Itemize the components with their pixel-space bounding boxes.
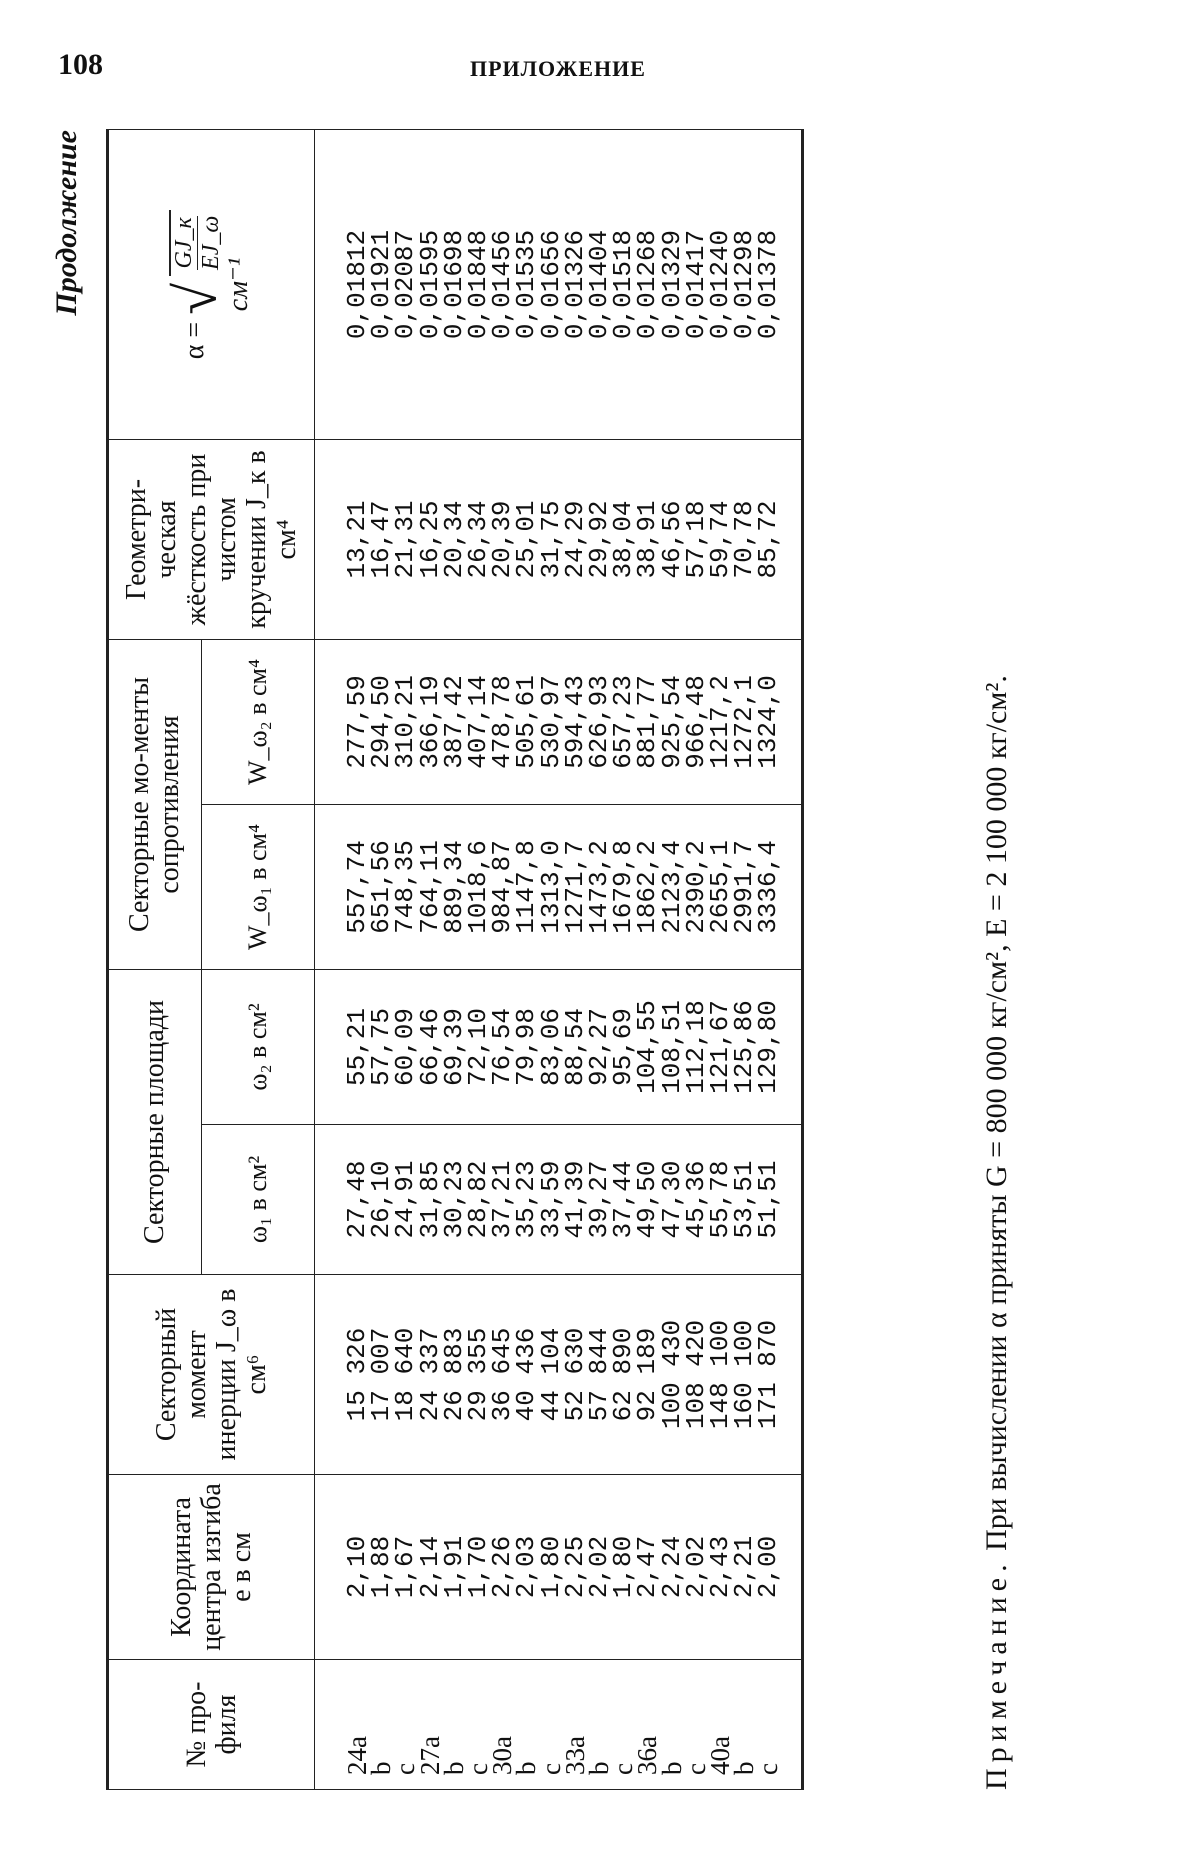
cell-w1: 51,51 [753,1160,784,1239]
cell-W2: 1324,0 [753,675,784,769]
cell-w1: 39,27 [584,1160,615,1239]
cell-W2: 387,42 [438,675,469,769]
cell-a: 0,01326 [559,229,590,340]
cell-J: 92 189 [632,1327,663,1422]
cell-W2: 1272,1 [729,675,760,769]
cell-profile: 40a [705,1736,736,1775]
cell-e: 2,03 [511,1535,542,1599]
header-areas: Секторные площади [108,969,202,1274]
cell-Jk: 21,31 [390,500,421,579]
cell-w2: 95,69 [608,1007,639,1086]
cell-w2: 66,46 [414,1007,445,1086]
cell-J: 26 883 [438,1327,469,1422]
cell-w1: 27,48 [342,1160,372,1239]
continued-label: Продолжение [50,130,83,316]
cell-Jk: 20,34 [438,500,469,579]
cell-W1: 889,34 [438,840,469,934]
cell-W1: 557,74 [342,840,372,934]
cell-profile: b [366,1761,397,1775]
header-moment: Секторный момент инерции J_ω в см⁶ [108,1275,315,1475]
cell-w1: 49,50 [632,1160,663,1239]
cell-W1: 2991,7 [729,840,760,934]
cell-w2: 125,86 [729,1000,760,1094]
cell-profile: 24a [342,1736,372,1775]
header-rigidity: Геометри-ческая жёсткость при чистом кручении J_к в см⁴ [108,439,315,639]
cell-Jk: 59,74 [705,500,736,579]
col-profile [315,1660,803,1790]
cell-Jk: 38,04 [608,500,639,579]
cell-W1: 3336,4 [753,840,784,934]
header-area1: ω₁ в см² [202,1125,315,1275]
cell-W1: 1018,6 [463,840,494,934]
cell-w1: 35,23 [511,1160,542,1239]
cell-Jk: 16,47 [366,500,397,579]
cell-a: 0,01404 [584,229,615,340]
cell-a: 0,01698 [438,229,469,340]
cell-w1: 26,10 [366,1160,397,1239]
cell-J: 29 355 [463,1327,494,1422]
page-number: 108 [58,48,103,81]
col-e [315,1475,803,1660]
cell-J: 100 430 [656,1319,687,1430]
alpha-lhs: α = [178,321,210,360]
cell-w2: 88,54 [559,1007,590,1086]
col-w2 [315,969,803,1124]
cell-J: 52 630 [559,1327,590,1422]
cell-W1: 984,87 [487,840,518,934]
alpha-fraction [169,210,224,276]
cell-J: 36 645 [487,1327,518,1422]
cell-w1: 37,21 [487,1160,518,1239]
cell-profile: b [729,1761,760,1775]
cell-W2: 1217,2 [705,675,736,769]
cell-profile: c [535,1763,566,1775]
cell-J: 18 640 [390,1327,421,1422]
cell-w2: 79,98 [511,1007,542,1086]
col-alpha [315,129,803,439]
cell-W2: 294,50 [366,675,397,769]
profile-table [106,129,804,1790]
cell-e: 2,14 [414,1535,445,1599]
cell-a: 0,01812 [342,229,372,340]
cell-W2: 366,19 [414,675,445,769]
cell-profile: b [438,1761,469,1775]
col-W1 [315,804,803,969]
cell-W2: 881,77 [632,675,663,769]
cell-profile: 33a [559,1736,590,1775]
cell-Jk: 24,29 [559,500,590,579]
cell-Jk: 13,21 [342,500,372,579]
cell-Jk: 46,56 [656,500,687,579]
cell-Jk: 31,75 [535,500,566,579]
cell-w1: 41,39 [559,1160,590,1239]
cell-W2: 530,97 [535,675,566,769]
cell-e: 2,24 [656,1535,687,1599]
cell-W2: 594,43 [559,675,590,769]
cell-W2: 657,23 [608,675,639,769]
cell-W2: 277,59 [342,675,372,769]
cell-profile: b [584,1761,615,1775]
cell-Jk: 70,78 [729,500,760,579]
cell-W2: 626,93 [584,675,615,769]
cell-W1: 1473,2 [584,840,615,934]
cell-a: 0,01656 [535,229,566,340]
cell-W1: 1313,0 [535,840,566,934]
cell-J: 108 420 [680,1319,711,1430]
cell-e: 2,10 [342,1535,372,1599]
col-J [315,1275,803,1475]
cell-W2: 966,48 [680,675,711,769]
cell-w2: 121,67 [705,1000,736,1094]
cell-W1: 1679,8 [608,840,639,934]
cell-w2: 129,80 [753,1000,784,1094]
cell-profile: b [656,1761,687,1775]
cell-w2: 112,18 [680,1000,711,1094]
cell-W2: 505,61 [511,675,542,769]
cell-profile: 30a [487,1736,518,1775]
cell-w1: 28,82 [463,1160,494,1239]
cell-Jk: 57,18 [680,500,711,579]
cell-W2: 478,78 [487,675,518,769]
cell-Jk: 26,34 [463,500,494,579]
cell-e: 1,91 [438,1535,469,1599]
note-text: При вычислении α приняты G = 800 000 кг/см², E = 2 100 000 кг/см². [980,675,1013,1551]
cell-w2: 72,10 [463,1007,494,1086]
cell-profile: c [608,1763,639,1775]
cell-a: 0,01329 [656,229,687,340]
cell-w2: 83,06 [535,1007,566,1086]
cell-e: 2,25 [559,1535,590,1599]
cell-W2: 310,21 [390,675,421,769]
cell-J: 148 100 [705,1319,736,1430]
cell-a: 0,01456 [487,229,518,340]
cell-e: 1,80 [608,1535,639,1599]
cell-Jk: 29,92 [584,500,615,579]
cell-e: 2,00 [753,1535,784,1599]
running-head: ПРИЛОЖЕНИЕ [470,56,646,81]
cell-a: 0,01268 [632,229,663,340]
cell-W1: 748,35 [390,840,421,934]
cell-profile: c [463,1763,494,1775]
cell-W1: 1147,8 [511,840,542,934]
cell-w2: 57,75 [366,1007,397,1086]
cell-J: 160 100 [729,1319,760,1430]
cell-Jk: 25,01 [511,500,542,579]
cell-e: 2,47 [632,1535,663,1599]
cell-J: 15 326 [342,1327,372,1422]
cell-J: 62 890 [608,1327,639,1422]
cell-a: 0,01378 [753,229,784,340]
header-w2: W_ω₂ в см⁴ [202,639,315,804]
cell-W1: 2655,1 [705,840,736,934]
cell-profile: c [680,1763,711,1775]
cell-W1: 1271,7 [559,840,590,934]
cell-e: 2,21 [729,1535,760,1599]
header-area2: ω₂ в см² [202,969,315,1124]
cell-profile: c [390,1763,421,1775]
cell-e: 2,43 [705,1535,736,1599]
alpha-denominator: EJ_ω [198,215,224,270]
cell-Jk: 20,39 [487,500,518,579]
cell-w1: 24,91 [390,1160,421,1239]
col-w1 [315,1125,803,1275]
cell-a: 0,01518 [608,229,639,340]
cell-w2: 108,51 [656,1000,687,1094]
table-body-row [315,129,803,1789]
cell-e: 2,26 [487,1535,518,1599]
cell-e: 2,02 [584,1535,615,1599]
cell-W1: 2123,4 [656,840,687,934]
header-coord: Координата центра изгиба e в см [108,1475,315,1660]
rotated-content [50,130,1090,1790]
sqrt-icon: √ [163,282,229,315]
cell-profile: b [511,1761,542,1775]
cell-profile: 27a [414,1736,445,1775]
cell-J: 17 007 [366,1327,397,1422]
cell-a: 0,01848 [463,229,494,340]
cell-Jk: 16,25 [414,500,445,579]
cell-w1: 53,51 [729,1160,760,1239]
cell-e: 1,70 [463,1535,494,1599]
cell-J: 24 337 [414,1327,445,1422]
cell-W2: 407,14 [463,675,494,769]
cell-profile: c [753,1763,784,1775]
cell-w1: 31,85 [414,1160,445,1239]
cell-w1: 30,23 [438,1160,469,1239]
cell-w1: 37,44 [608,1160,639,1239]
cell-w2: 55,21 [342,1007,372,1086]
cell-profile: 36a [632,1736,663,1775]
header-alpha [108,129,315,439]
alpha-unit: см⁻¹ [223,257,254,312]
cell-w2: 76,54 [487,1007,518,1086]
cell-w1: 55,78 [705,1160,736,1239]
header-resist: Секторные мо-менты сопротивления [108,639,202,969]
cell-a: 0,02087 [390,229,421,340]
cell-Jk: 85,72 [753,500,784,579]
cell-W2: 925,54 [656,675,687,769]
col-W2 [315,639,803,804]
note-label: Примечание. [980,1558,1013,1790]
cell-W1: 764,11 [414,840,445,934]
cell-e: 1,67 [390,1535,421,1599]
cell-J: 57 844 [584,1327,615,1422]
cell-w1: 45,36 [680,1160,711,1239]
cell-a: 0,01417 [680,229,711,340]
cell-e: 2,02 [680,1535,711,1599]
cell-J: 40 436 [511,1327,542,1422]
footnote [980,675,1014,1790]
cell-J: 44 104 [535,1327,566,1422]
cell-w2: 104,55 [632,1000,663,1094]
alpha-numerator: GJ_к [171,217,197,269]
cell-a: 0,01921 [366,229,397,340]
cell-w2: 60,09 [390,1007,421,1086]
col-Jk [315,439,803,639]
cell-w1: 47,30 [656,1160,687,1239]
cell-w2: 92,27 [584,1007,615,1086]
cell-w2: 69,39 [438,1007,469,1086]
cell-W1: 1862,2 [632,840,663,934]
alpha-formula [163,210,254,360]
cell-w1: 33,59 [535,1160,566,1239]
header-profile: № про-филя [108,1660,315,1790]
cell-Jk: 38,91 [632,500,663,579]
cell-a: 0,01240 [705,229,736,340]
cell-a: 0,01298 [729,229,760,340]
cell-J: 171 870 [753,1319,784,1430]
cell-a: 0,01535 [511,229,542,340]
header-w1: W_ω₁ в см⁴ [202,804,315,969]
cell-e: 1,80 [535,1535,566,1599]
cell-e: 1,88 [366,1535,397,1599]
cell-W1: 651,56 [366,840,397,934]
cell-a: 0,01595 [414,229,445,340]
cell-W1: 2390,2 [680,840,711,934]
